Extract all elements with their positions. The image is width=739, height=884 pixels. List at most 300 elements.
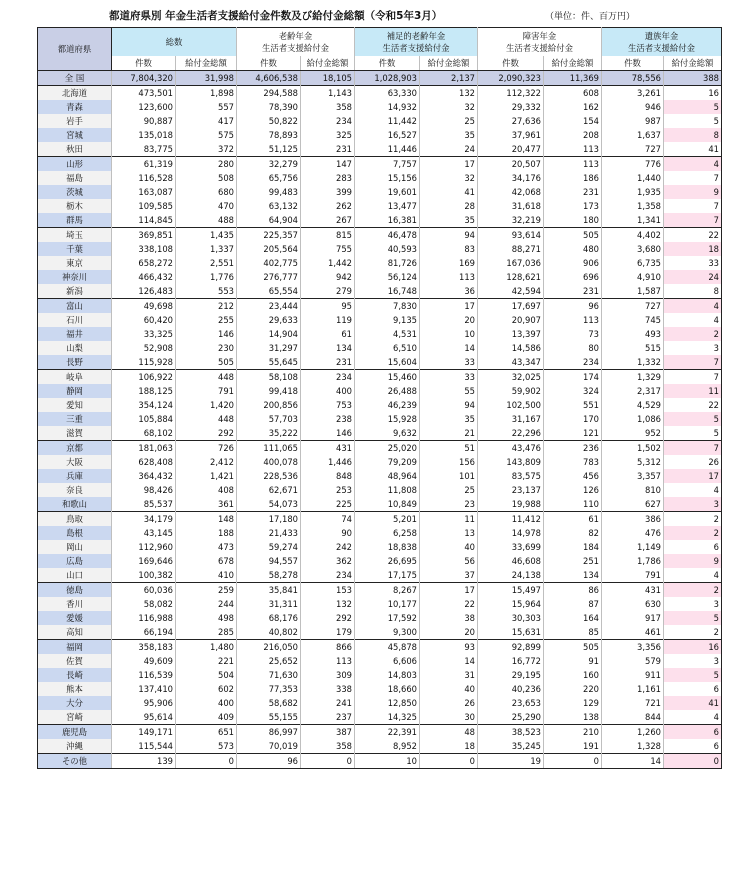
amount-cell: 0	[420, 754, 478, 769]
amount-cell: 696	[544, 270, 602, 284]
count-cell: 844	[602, 710, 664, 725]
count-cell: 276,777	[237, 270, 301, 284]
count-cell: 5,312	[602, 455, 664, 469]
prefecture-cell: 三重	[38, 412, 112, 426]
count-cell: 19,988	[478, 497, 544, 512]
count-cell: 14,803	[355, 668, 420, 682]
amount-cell: 417	[176, 114, 237, 128]
count-cell: 77,353	[237, 682, 301, 696]
amount-cell: 504	[176, 668, 237, 682]
amount-cell: 113	[544, 313, 602, 327]
header-amount: 給付金総額	[664, 56, 722, 71]
amount-cell: 186	[544, 171, 602, 185]
table-row	[38, 441, 722, 456]
table-row-total	[38, 71, 722, 86]
table-row	[38, 469, 722, 483]
count-cell: 4,910	[602, 270, 664, 284]
amount-cell: 18	[420, 739, 478, 754]
count-cell: 102,500	[478, 398, 544, 412]
table-row	[38, 526, 722, 540]
header-group-survivors	[602, 28, 722, 57]
count-cell: 18,838	[355, 540, 420, 554]
amount-cell: 5	[664, 100, 722, 114]
count-cell: 114,845	[112, 213, 176, 228]
count-cell: 115,928	[112, 355, 176, 370]
count-cell: 23,444	[237, 299, 301, 314]
amount-cell: 208	[544, 128, 602, 142]
amount-cell: 7	[664, 199, 722, 213]
header-row-sub	[38, 56, 722, 71]
count-cell: 33,325	[112, 327, 176, 341]
amount-cell: 13	[420, 526, 478, 540]
table-row	[38, 327, 722, 341]
title-row	[0, 0, 739, 24]
amount-cell: 0	[664, 754, 722, 769]
amount-cell: 448	[176, 370, 237, 385]
table-row	[38, 398, 722, 412]
amount-cell: 41	[664, 696, 722, 710]
count-cell: 55,155	[237, 710, 301, 725]
prefecture-cell: 大分	[38, 696, 112, 710]
amount-cell: 244	[176, 597, 237, 611]
count-cell: 63,132	[237, 199, 301, 213]
count-cell: 46,608	[478, 554, 544, 568]
amount-cell: 267	[301, 213, 355, 228]
table-row	[38, 682, 722, 696]
table-row	[38, 497, 722, 512]
count-cell: 14	[602, 754, 664, 769]
amount-cell: 35	[420, 412, 478, 426]
amount-cell: 148	[176, 512, 237, 527]
count-cell: 29,195	[478, 668, 544, 682]
header-group-total	[112, 28, 237, 57]
prefecture-cell: 東京	[38, 256, 112, 270]
amount-cell: 4	[664, 157, 722, 172]
amount-cell: 573	[176, 739, 237, 754]
amount-cell: 262	[301, 199, 355, 213]
table-row	[38, 313, 722, 327]
prefecture-cell: 大阪	[38, 455, 112, 469]
count-cell: 4,606,538	[237, 71, 301, 86]
amount-cell: 9	[664, 554, 722, 568]
amount-cell: 753	[301, 398, 355, 412]
count-cell: 358,183	[112, 640, 176, 655]
amount-cell: 25	[420, 483, 478, 497]
count-cell: 93,614	[478, 228, 544, 243]
amount-cell: 94	[420, 228, 478, 243]
count-cell: 30,303	[478, 611, 544, 625]
count-cell: 16,527	[355, 128, 420, 142]
count-cell: 56,124	[355, 270, 420, 284]
amount-cell: 4	[664, 313, 722, 327]
table-row	[38, 640, 722, 655]
amount-cell: 2	[664, 583, 722, 598]
count-cell: 99,418	[237, 384, 301, 398]
count-cell: 49,698	[112, 299, 176, 314]
count-cell: 23,137	[478, 483, 544, 497]
amount-cell: 2,551	[176, 256, 237, 270]
amount-cell: 17	[664, 469, 722, 483]
count-cell: 15,604	[355, 355, 420, 370]
count-cell: 83,575	[478, 469, 544, 483]
prefecture-cell: 千葉	[38, 242, 112, 256]
amount-cell: 3	[664, 341, 722, 355]
count-cell: 94,557	[237, 554, 301, 568]
count-cell: 98,426	[112, 483, 176, 497]
table-row	[38, 228, 722, 243]
amount-cell: 154	[544, 114, 602, 128]
amount-cell: 33	[664, 256, 722, 270]
amount-cell: 7	[664, 171, 722, 185]
amount-cell: 7	[664, 213, 722, 228]
count-cell: 1,328	[602, 739, 664, 754]
count-cell: 13,477	[355, 199, 420, 213]
count-cell: 38,523	[478, 725, 544, 740]
count-cell: 987	[602, 114, 664, 128]
count-cell: 63,330	[355, 86, 420, 101]
amount-cell: 41	[420, 185, 478, 199]
count-cell: 205,564	[237, 242, 301, 256]
header-count: 件数	[478, 56, 544, 71]
amount-cell: 179	[301, 625, 355, 640]
header-prefecture: 都道府県	[38, 28, 112, 71]
count-cell: 46,478	[355, 228, 420, 243]
amount-cell: 33	[420, 355, 478, 370]
prefecture-cell: 徳島	[38, 583, 112, 598]
count-cell: 216,050	[237, 640, 301, 655]
amount-cell: 283	[301, 171, 355, 185]
amount-cell: 372	[176, 142, 237, 157]
count-cell: 31,311	[237, 597, 301, 611]
count-cell: 22,391	[355, 725, 420, 740]
amount-cell: 505	[544, 640, 602, 655]
count-cell: 85,537	[112, 497, 176, 512]
amount-cell: 22	[664, 228, 722, 243]
amount-cell: 1,421	[176, 469, 237, 483]
amount-cell: 680	[176, 185, 237, 199]
amount-cell: 231	[301, 142, 355, 157]
header-count: 件数	[237, 56, 301, 71]
amount-cell: 147	[301, 157, 355, 172]
amount-cell: 36	[420, 284, 478, 299]
count-cell: 17,592	[355, 611, 420, 625]
amount-cell: 73	[544, 327, 602, 341]
count-cell: 139	[112, 754, 176, 769]
amount-cell: 8	[664, 128, 722, 142]
count-cell: 86,997	[237, 725, 301, 740]
amount-cell: 48	[420, 725, 478, 740]
count-cell: 68,102	[112, 426, 176, 441]
count-cell: 26,695	[355, 554, 420, 568]
amount-cell: 37	[420, 568, 478, 583]
count-cell: 61,319	[112, 157, 176, 172]
count-cell: 24,138	[478, 568, 544, 583]
amount-cell: 160	[544, 668, 602, 682]
prefecture-cell: 福岡	[38, 640, 112, 655]
amount-cell: 101	[420, 469, 478, 483]
prefecture-cell: その他	[38, 754, 112, 769]
count-cell: 15,460	[355, 370, 420, 385]
count-cell: 64,904	[237, 213, 301, 228]
count-cell: 22,296	[478, 426, 544, 441]
count-cell: 31,167	[478, 412, 544, 426]
page-title: 都道府県別 年金生活者支援給付金件数及び給付金総額（令和5年3月）	[109, 10, 443, 22]
amount-cell: 22	[420, 597, 478, 611]
table-row	[38, 710, 722, 725]
count-cell: 135,018	[112, 128, 176, 142]
count-cell: 71,630	[237, 668, 301, 682]
count-cell: 40,802	[237, 625, 301, 640]
table-row	[38, 597, 722, 611]
amount-cell: 121	[544, 426, 602, 441]
count-cell: 4,531	[355, 327, 420, 341]
count-cell: 78,893	[237, 128, 301, 142]
amount-cell: 93	[420, 640, 478, 655]
amount-cell: 2,137	[420, 71, 478, 86]
amount-cell: 11	[664, 384, 722, 398]
header-amount: 給付金総額	[544, 56, 602, 71]
amount-cell: 24	[664, 270, 722, 284]
amount-cell: 91	[544, 654, 602, 668]
count-cell: 59,902	[478, 384, 544, 398]
count-cell: 62,671	[237, 483, 301, 497]
table-row	[38, 270, 722, 284]
amount-cell: 5	[664, 426, 722, 441]
count-cell: 54,073	[237, 497, 301, 512]
count-cell: 14,325	[355, 710, 420, 725]
amount-cell: 225	[301, 497, 355, 512]
count-cell: 579	[602, 654, 664, 668]
count-cell: 115,544	[112, 739, 176, 754]
amount-cell: 129	[544, 696, 602, 710]
count-cell: 43,476	[478, 441, 544, 456]
count-cell: 2,317	[602, 384, 664, 398]
prefecture-cell: 宮崎	[38, 710, 112, 725]
count-cell: 9,632	[355, 426, 420, 441]
count-cell: 810	[602, 483, 664, 497]
count-cell: 58,082	[112, 597, 176, 611]
amount-cell: 28	[420, 199, 478, 213]
count-cell: 917	[602, 611, 664, 625]
count-cell: 1,440	[602, 171, 664, 185]
count-cell: 45,878	[355, 640, 420, 655]
count-cell: 1,935	[602, 185, 664, 199]
amount-cell: 906	[544, 256, 602, 270]
amount-cell: 7	[664, 355, 722, 370]
count-cell: 25,290	[478, 710, 544, 725]
count-cell: 6,735	[602, 256, 664, 270]
amount-cell: 86	[544, 583, 602, 598]
count-cell: 3,680	[602, 242, 664, 256]
count-cell: 181,063	[112, 441, 176, 456]
header-amount: 給付金総額	[420, 56, 478, 71]
count-cell: 3,357	[602, 469, 664, 483]
count-cell: 15,497	[478, 583, 544, 598]
count-cell: 35,841	[237, 583, 301, 598]
amount-cell: 505	[176, 355, 237, 370]
amount-cell: 234	[544, 355, 602, 370]
amount-cell: 134	[544, 568, 602, 583]
count-cell: 58,682	[237, 696, 301, 710]
prefecture-cell: 長野	[38, 355, 112, 370]
count-cell: 776	[602, 157, 664, 172]
table-row	[38, 100, 722, 114]
count-cell: 338,108	[112, 242, 176, 256]
amount-cell: 173	[544, 199, 602, 213]
amount-cell: 113	[544, 142, 602, 157]
amount-cell: 61	[544, 512, 602, 527]
table-row	[38, 568, 722, 583]
table-row	[38, 540, 722, 554]
count-cell: 946	[602, 100, 664, 114]
count-cell: 727	[602, 299, 664, 314]
amount-cell: 241	[301, 696, 355, 710]
amount-cell: 279	[301, 284, 355, 299]
prefecture-cell: 長崎	[38, 668, 112, 682]
amount-cell: 1,446	[301, 455, 355, 469]
amount-cell: 51	[420, 441, 478, 456]
amount-cell: 6	[664, 739, 722, 754]
amount-cell: 146	[301, 426, 355, 441]
count-cell: 400,078	[237, 455, 301, 469]
table-row	[38, 725, 722, 740]
amount-cell: 387	[301, 725, 355, 740]
count-cell: 9,300	[355, 625, 420, 640]
amount-cell: 7	[664, 370, 722, 385]
table-row	[38, 284, 722, 299]
count-cell: 40,236	[478, 682, 544, 696]
amount-cell: 4	[664, 710, 722, 725]
amount-cell: 23	[420, 497, 478, 512]
count-cell: 14,586	[478, 341, 544, 355]
amount-cell: 55	[420, 384, 478, 398]
amount-cell: 678	[176, 554, 237, 568]
header-group-label: 老齢年金 生活者支援給付金	[262, 31, 329, 53]
count-cell: 1,161	[602, 682, 664, 696]
count-cell: 111,065	[237, 441, 301, 456]
amount-cell: 162	[544, 100, 602, 114]
count-cell: 188,125	[112, 384, 176, 398]
amount-cell: 6	[664, 540, 722, 554]
amount-cell: 1,898	[176, 86, 237, 101]
prefecture-cell: 静岡	[38, 384, 112, 398]
count-cell: 17,697	[478, 299, 544, 314]
amount-cell: 608	[544, 86, 602, 101]
amount-cell: 221	[176, 654, 237, 668]
amount-cell: 180	[544, 213, 602, 228]
table-row	[38, 199, 722, 213]
amount-cell: 30	[420, 710, 478, 725]
amount-cell: 242	[301, 540, 355, 554]
amount-cell: 553	[176, 284, 237, 299]
prefecture-cell: 滋賀	[38, 426, 112, 441]
header-group-label: 遺族年金 生活者支援給付金	[628, 31, 695, 53]
header-group-label: 障害年金 生活者支援給付金	[506, 31, 573, 53]
count-cell: 627	[602, 497, 664, 512]
amount-cell: 132	[301, 597, 355, 611]
table-row	[38, 299, 722, 314]
amount-cell: 17	[420, 299, 478, 314]
header-count: 件数	[602, 56, 664, 71]
prefecture-cell: 全 国	[38, 71, 112, 86]
amount-cell: 17	[420, 583, 478, 598]
amount-cell: 212	[176, 299, 237, 314]
amount-cell: 505	[544, 228, 602, 243]
count-cell: 473,501	[112, 86, 176, 101]
count-cell: 46,239	[355, 398, 420, 412]
amount-cell: 83	[420, 242, 478, 256]
amount-cell: 20	[420, 625, 478, 640]
prefecture-cell: 山形	[38, 157, 112, 172]
amount-cell: 24	[420, 142, 478, 157]
count-cell: 137,410	[112, 682, 176, 696]
amount-cell: 358	[301, 739, 355, 754]
prefecture-cell: 新潟	[38, 284, 112, 299]
count-cell: 128,621	[478, 270, 544, 284]
table-row	[38, 668, 722, 682]
prefecture-cell: 高知	[38, 625, 112, 640]
amount-cell: 6	[664, 682, 722, 696]
table-row	[38, 185, 722, 199]
count-cell: 745	[602, 313, 664, 327]
amount-cell: 399	[301, 185, 355, 199]
amount-cell: 35	[420, 213, 478, 228]
count-cell: 163,087	[112, 185, 176, 199]
count-cell: 4,402	[602, 228, 664, 243]
count-cell: 109,585	[112, 199, 176, 213]
count-cell: 1,149	[602, 540, 664, 554]
amount-cell: 113	[544, 157, 602, 172]
count-cell: 10,849	[355, 497, 420, 512]
count-cell: 58,108	[237, 370, 301, 385]
count-cell: 1,341	[602, 213, 664, 228]
count-cell: 68,176	[237, 611, 301, 625]
amount-cell: 4	[664, 483, 722, 497]
prefecture-cell: 富山	[38, 299, 112, 314]
amount-cell: 942	[301, 270, 355, 284]
amount-cell: 388	[664, 71, 722, 86]
amount-cell: 783	[544, 455, 602, 469]
count-cell: 6,258	[355, 526, 420, 540]
count-cell: 386	[602, 512, 664, 527]
count-cell: 19,601	[355, 185, 420, 199]
count-cell: 42,068	[478, 185, 544, 199]
amount-cell: 255	[176, 313, 237, 327]
amount-cell: 16	[664, 86, 722, 101]
table-row	[38, 455, 722, 469]
count-cell: 791	[602, 568, 664, 583]
count-cell: 1,332	[602, 355, 664, 370]
count-cell: 1,028,903	[355, 71, 420, 86]
count-cell: 1,786	[602, 554, 664, 568]
amount-cell: 456	[544, 469, 602, 483]
count-cell: 11,446	[355, 142, 420, 157]
table-row	[38, 754, 722, 769]
count-cell: 32,219	[478, 213, 544, 228]
count-cell: 34,176	[478, 171, 544, 185]
count-cell: 116,539	[112, 668, 176, 682]
amount-cell: 21	[420, 426, 478, 441]
count-cell: 49,609	[112, 654, 176, 668]
count-cell: 1,086	[602, 412, 664, 426]
prefecture-cell: 福島	[38, 171, 112, 185]
table-row	[38, 611, 722, 625]
count-cell: 3,356	[602, 640, 664, 655]
amount-cell: 9	[664, 185, 722, 199]
amount-cell: 20	[420, 313, 478, 327]
count-cell: 50,822	[237, 114, 301, 128]
amount-cell: 1,776	[176, 270, 237, 284]
